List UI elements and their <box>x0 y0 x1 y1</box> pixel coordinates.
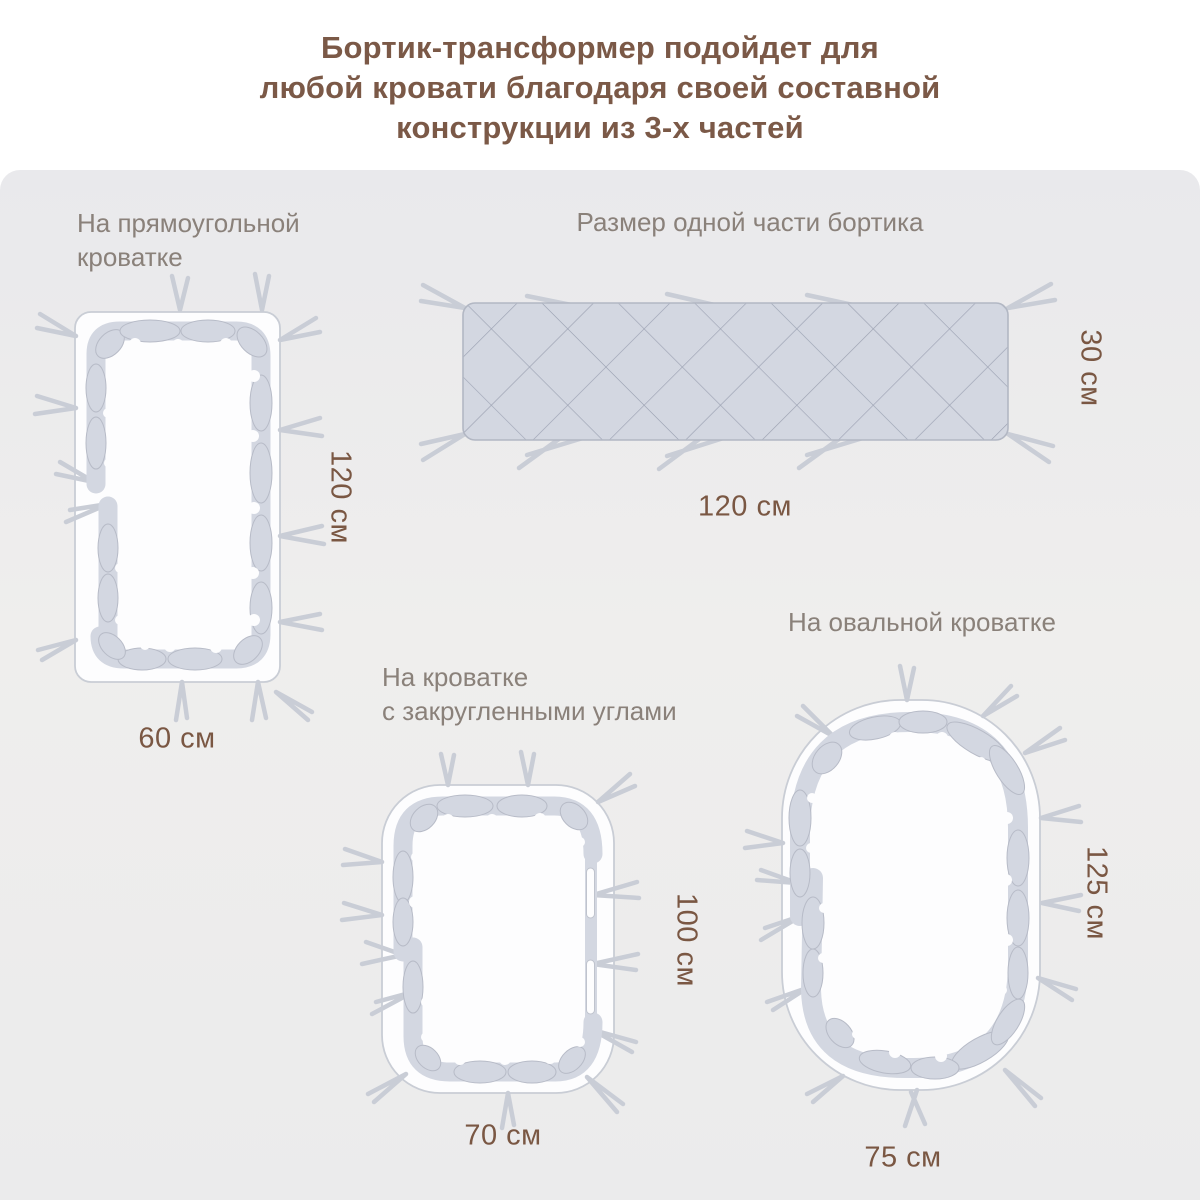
page-title <box>0 28 1200 148</box>
rect-crib-diagram <box>30 268 370 738</box>
rect-crib-section-label <box>77 206 300 274</box>
bumper-part-length-label: 120 см <box>698 490 792 523</box>
rect-crib-width-label: 60 см <box>138 722 216 755</box>
rect-crib-label-line1: На прямоугольной <box>77 208 300 238</box>
rounded-crib-label-line2: с закругленными углами <box>382 696 677 726</box>
rounded-crib-diagram <box>340 752 700 1152</box>
oval-crib-diagram <box>745 658 1115 1138</box>
oval-crib-width-label: 75 см <box>864 1141 942 1174</box>
title-line-2: любой кровати благодаря своей составной <box>259 70 941 105</box>
rect-crib-height-label: 120 см <box>324 450 357 544</box>
title-line-3: конструкции из 3-х частей <box>396 110 804 145</box>
rounded-crib-label-line1: На кроватке <box>382 662 529 692</box>
bumper-part-quilting <box>463 303 1008 440</box>
rounded-crib-height-label: 100 см <box>670 893 703 987</box>
bumper-part-diagram <box>415 252 1075 492</box>
rounded-crib-width-label: 70 см <box>464 1119 542 1152</box>
rounded-crib-fold-slot-bottom <box>587 960 595 1014</box>
rect-crib-label-line2: кроватке <box>77 242 183 272</box>
rounded-crib-section-label <box>382 660 677 728</box>
bumper-part-section-label: Размер одной части бортика <box>576 207 924 237</box>
title-line-1: Бортик-трансформер подойдет для <box>321 30 879 65</box>
bumper-part-height-label: 30 см <box>1074 329 1107 407</box>
oval-crib-section-label: На овальной кроватке <box>788 607 1056 637</box>
rounded-crib-fold-slot-top <box>587 868 595 918</box>
oval-crib-height-label: 125 см <box>1080 846 1113 940</box>
